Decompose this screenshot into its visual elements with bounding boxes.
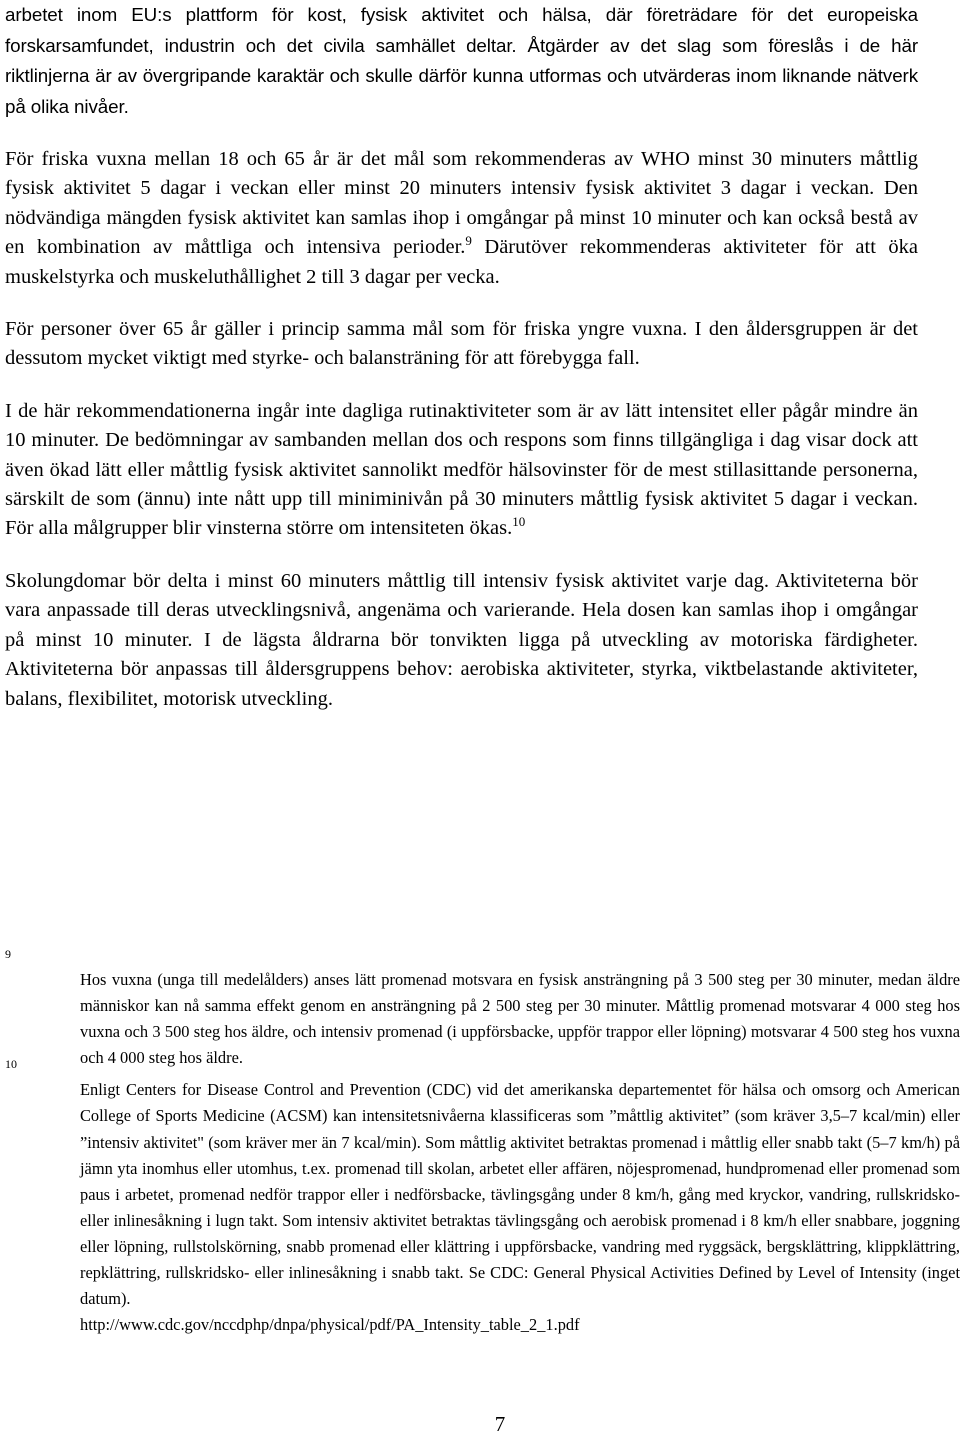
document-body [5, 0, 918, 714]
paragraph-text: För friska vuxna mellan 18 och 65 år är det mål som rekommenderas av WHO minst 30 minuters måttlig fysisk aktivitet 5 dagar i veckan eller minst 20 minuters intensiv fysisk aktivitet 3 dagar i veckan. Den nödvändiga mängden fysisk aktivitet kan samlas ihop i omgångar på minst 10 minuter och kan också bestå av en kombination av måttliga och intensiva perioder. [5, 148, 918, 259]
footnote [5, 1057, 960, 1338]
body-paragraph: arbetet inom EU:s plattform för kost, fysisk aktivitet och hälsa, där företrädare för det europeiska forskarsamfundet, industrin och det civila samhället deltar. Åtgärder av det slag som föreslås i de här riktlinjerna är av övergripande karaktär och skulle därför kunna utformas och utvärderas inom liknande nätverk på olika nivåer. [5, 4, 918, 117]
footnote-url[interactable]: http://www.cdc.gov/nccdphp/dnpa/physical/pdf/PA_Intensity_table_2_1.pdf [80, 1315, 580, 1335]
body-paragraph: Skolungdomar bör delta i minst 60 minuters måttlig till intensiv fysisk aktivitet varje dag. Aktiviteterna bör vara anpassade till deras utvecklingsnivå, angenäma och varierande. Hela dosen kan samlas ihop i omgångar på minst 10 minuter. I de lägsta åldrarna bör tonvikten ligga på utveckling av motoriska färdigheter. Aktiviteterna bör anpassas till åldersgruppens behov: aerobiska aktiviteter, styrka, viktbelastande aktiviteter, balans, flexibilitet, motorisk utveckling. [5, 569, 918, 710]
paragraph-text: Därutöver rekommenderas aktiviteter för att öka muskelstyrka och muskeluthållighet 2 till 3 dagar per vecka. [5, 236, 918, 288]
footnote-number: 9 [5, 947, 11, 961]
body-paragraph: För personer över 65 år gäller i princip samma mål som för friska yngre vuxna. I den åldersgruppen är det dessutom mycket viktigt med styrke- och balansträning för att förebygga fall. [5, 318, 918, 370]
footnote-text: Enligt Centers for Disease Control and Prevention (CDC) vid det amerikanska departementet för hälsa och omsorg och American College of Sports Medicine (ACSM) kan intensitetsnivåerna klassificeras som ”måttlig aktivitet” (som kräver 3,5–7 kcal/min) eller ”intensiv aktivitet" (som kräver mer än 7 kcal/min). Som måttlig aktivitet betraktas promenad i måttlig eller snabb takt (5–7 km/h) på jämn yta inomhus eller utomhus, t.ex. promenad till skolan, arbetet eller affären, nöjespromenad, hundpromenad eller promenad som paus i arbetet, promenad nedför trappor eller i nedförsbacke, tävlingsgång under 8 km/h, gång med kryckor, vandring, rullskridsko- eller inlinesåkning i lugn takt. Som intensiv aktivitet betraktas tävlingsgång och aerobisk promenad i 8 km/h eller snabbare, joggning eller löpning, rullstolskörning, snabb promenad eller klättring i uppförsbacke, vandring med ryggsäck, bergsklättring, klippklättring, repklättring, rullskridsko- eller inlinesåkning i snabb takt. Se CDC: General Physical Activities Defined by Level of Intensity (inget datum). [80, 1080, 960, 1309]
footnote [5, 947, 960, 1071]
footnote-reference[interactable]: 9 [465, 233, 472, 249]
footnotes-section [5, 947, 960, 1338]
footnote-number: 10 [5, 1057, 17, 1072]
paragraph-text: I de här rekommendationerna ingår inte dagliga rutinaktiviteter som är av lätt intensitet eller pågår mindre än 10 minuter. De bedömningar av sambanden mellan dos och respons som finns tillgängliga i dag visar dock att även ökad lätt eller måttlig fysisk aktivitet sannolikt medför hälsovinster för de mest stillasittande personerna, särskilt de som (ännu) inte nått upp till miniminivån på 30 minuters måttlig fysisk aktivitet 5 dagar i veckan. För alla målgrupper blir vinsterna större om intensiteten ökas. [5, 399, 918, 540]
body-paragraph [5, 145, 918, 292]
page-number: 7 [494, 1412, 506, 1436]
body-paragraph [5, 397, 918, 544]
footnote-reference[interactable]: 10 [512, 514, 526, 530]
footnote-text: Hos vuxna (unga till medelålders) anses lätt promenad motsvara en fysisk ansträngning på 3 500 steg per 30 minuter, medan äldre människor kan nå samma effekt genom en ansträngning på 2 500 steg per 30 minuter. Måttlig promenad motsvarar 4 000 steg hos vuxna och 3 500 steg hos äldre, och intensiv promenad (i uppförsbacke, uppför trappor eller löpning) motsvarar 4 500 steg hos vuxna och 4 000 steg hos äldre. [80, 970, 960, 1068]
